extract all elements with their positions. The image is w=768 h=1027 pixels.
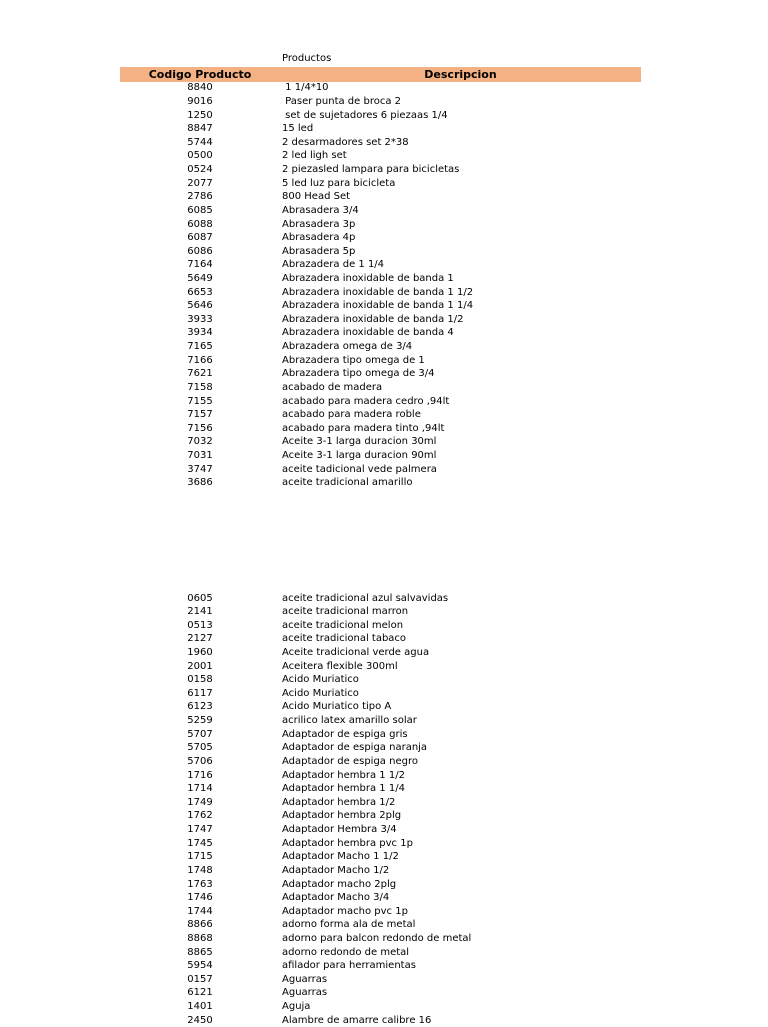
product-description: Adaptador hembra 1 1/2 — [282, 769, 405, 781]
product-code: 7031 — [187, 450, 213, 462]
table-row — [0, 367, 768, 381]
table-row — [0, 354, 768, 368]
table-row — [0, 313, 768, 327]
product-description: Abrasadera 3/4 — [282, 204, 359, 216]
product-description: Abrasadera 4p — [282, 232, 356, 244]
product-code: 5954 — [187, 960, 213, 972]
product-description: Aguarras — [282, 987, 328, 999]
table-row — [0, 850, 768, 864]
table-row — [0, 946, 768, 960]
product-code: 6088 — [187, 218, 213, 230]
table-row — [0, 381, 768, 395]
product-code: 5744 — [187, 136, 213, 148]
table-row — [0, 796, 768, 810]
table-row — [0, 476, 768, 490]
product-description: aceite tadicional vede palmera — [282, 463, 437, 475]
product-code: 1401 — [187, 1001, 213, 1013]
table-row — [0, 918, 768, 932]
product-code: 0605 — [187, 592, 213, 604]
product-code: 6653 — [187, 286, 213, 298]
product-description: 2 led ligh set — [282, 150, 347, 162]
table-row — [0, 905, 768, 919]
product-code: 1744 — [187, 905, 213, 917]
product-code: 1747 — [187, 824, 213, 836]
product-code: 5705 — [187, 742, 213, 754]
table-row — [0, 619, 768, 633]
table-row — [0, 728, 768, 742]
table-row — [0, 1014, 768, 1027]
table-row — [0, 687, 768, 701]
product-code: 7155 — [187, 395, 213, 407]
product-description: adorno forma ala de metal — [282, 919, 416, 931]
table-row — [0, 245, 768, 259]
table-row — [0, 837, 768, 851]
product-description: Abrasadera 5p — [282, 245, 356, 257]
product-code: 0524 — [187, 164, 213, 176]
table-row — [0, 714, 768, 728]
product-code: 6121 — [187, 987, 213, 999]
product-code: 8868 — [187, 933, 213, 944]
table-row — [0, 769, 768, 783]
product-description: set de sujetadores 6 piezaas 1/4 — [282, 109, 448, 121]
table-row — [0, 177, 768, 191]
table-row — [0, 959, 768, 973]
product-code: 2127 — [187, 633, 213, 645]
product-description: adorno redondo de metal — [282, 946, 410, 958]
product-description: 2 desarmadores set 2*38 — [282, 136, 409, 148]
table-row — [0, 122, 768, 136]
product-description: Aceite tradicional verde agua — [282, 646, 430, 658]
product-description: Adaptador Macho 1 1/2 — [282, 851, 399, 863]
table-row — [0, 973, 768, 987]
table-row — [0, 782, 768, 796]
product-code: 7157 — [187, 409, 213, 421]
product-description: Adaptador de espiga negro — [282, 755, 418, 767]
header-code: Codigo Producto — [148, 68, 252, 81]
product-description: acabado de madera — [282, 381, 383, 393]
product-code: 6117 — [187, 687, 213, 699]
product-code: 8847 — [187, 123, 213, 135]
product-description: 1 1/4*10 — [282, 82, 329, 94]
sheet-title: Productos — [282, 53, 332, 64]
table-row — [0, 299, 768, 313]
table-row — [0, 632, 768, 646]
table-row — [0, 163, 768, 177]
table-row — [0, 81, 768, 95]
table-row — [0, 878, 768, 892]
product-code: 9016 — [187, 95, 213, 107]
product-code: 2077 — [187, 177, 213, 189]
product-description: Adaptador hembra 2plg — [282, 810, 402, 822]
table-header — [120, 67, 641, 82]
table-row — [0, 700, 768, 714]
table-row — [0, 660, 768, 674]
table-row — [0, 592, 768, 606]
product-description: 800 Head Set — [282, 191, 351, 203]
table-row — [0, 864, 768, 878]
product-code: 2786 — [187, 191, 213, 203]
table-row — [0, 986, 768, 1000]
product-code: 1746 — [187, 892, 213, 904]
product-description: Adaptador hembra 1/2 — [282, 796, 396, 808]
product-code: 1762 — [187, 810, 213, 822]
table-row — [0, 190, 768, 204]
product-code: 3934 — [187, 327, 213, 339]
product-code: 1763 — [187, 878, 213, 890]
table-row — [0, 741, 768, 755]
product-description: Abrazadera inoxidable de banda 4 — [282, 327, 454, 339]
product-description: Adaptador hembra pvc 1p — [282, 837, 413, 849]
product-code: 6123 — [187, 701, 213, 713]
product-code: 1748 — [187, 864, 213, 876]
product-description: acabado para madera cedro ,94lt — [282, 395, 450, 407]
product-code: 7156 — [187, 422, 213, 434]
product-description: 15 led — [282, 123, 314, 135]
table-row — [0, 408, 768, 422]
product-description: Abrasadera 3p — [282, 218, 356, 230]
product-description: Abrazadera inoxidable de banda 1 1/4 — [282, 300, 474, 312]
product-code: 1749 — [187, 796, 213, 808]
product-description: afilador para herramientas — [282, 960, 416, 972]
product-code: 7621 — [187, 368, 213, 380]
product-code: 2141 — [187, 606, 213, 618]
table-row — [0, 326, 768, 340]
table-row — [0, 204, 768, 218]
product-code: 5706 — [187, 755, 213, 767]
product-code: 5649 — [187, 272, 213, 284]
product-description: Aceite 3-1 larga duracion 90ml — [282, 450, 437, 462]
table-row — [0, 809, 768, 823]
product-code: 7158 — [187, 381, 213, 393]
product-description: Acido Muriatico tipo A — [282, 701, 392, 713]
product-code: 7164 — [187, 259, 213, 271]
product-description: Adaptador Macho 1/2 — [282, 864, 390, 876]
product-code: 6087 — [187, 232, 213, 244]
product-description: Alambre de amarre calibre 16 — [282, 1014, 432, 1026]
product-description: acabado para madera roble — [282, 409, 421, 421]
table-row — [0, 932, 768, 946]
table-row — [0, 755, 768, 769]
product-code: 0157 — [187, 973, 213, 985]
product-description: aceite tradicional tabaco — [282, 633, 407, 645]
product-description: 5 led luz para bicicleta — [282, 177, 396, 189]
product-description: 2 piezasled lampara para bicicletas — [282, 164, 460, 176]
product-code: 0513 — [187, 619, 213, 631]
product-description: Adaptador de espiga gris — [282, 728, 408, 740]
product-code: 5259 — [187, 715, 213, 727]
table-row — [0, 605, 768, 619]
product-description: aceite tradicional marron — [282, 606, 409, 618]
table-row — [0, 422, 768, 436]
product-code: 1745 — [187, 837, 213, 849]
table-row — [0, 149, 768, 163]
table-row — [0, 231, 768, 245]
product-code: 3686 — [187, 477, 213, 489]
table-row — [0, 109, 768, 123]
product-description: aceite tradicional melon — [282, 619, 404, 631]
product-description: Adaptador Hembra 3/4 — [282, 824, 397, 836]
product-code: 8866 — [187, 919, 213, 931]
table-row — [0, 435, 768, 449]
product-code: 7032 — [187, 436, 213, 448]
product-description: Abrazadera tipo omega de 1 — [282, 354, 425, 366]
table-row — [0, 1000, 768, 1014]
product-code: 7166 — [187, 354, 213, 366]
product-description: Paser punta de broca 2 — [282, 95, 401, 107]
product-description: Acido Muriatico — [282, 674, 359, 686]
product-code: 1250 — [187, 109, 213, 121]
product-code: 1714 — [187, 783, 213, 795]
table-row — [0, 95, 768, 109]
product-description: Adaptador hembra 1 1/4 — [282, 783, 405, 795]
product-description: aceite tradicional amarillo — [282, 477, 413, 489]
table-row — [0, 395, 768, 409]
product-description: aceite tradicional azul salvavidas — [282, 592, 449, 604]
product-code: 0500 — [187, 150, 213, 162]
product-code: 7165 — [187, 341, 213, 353]
product-description: Abrazadera inoxidable de banda 1 1/2 — [282, 286, 474, 298]
product-code: 6085 — [187, 204, 213, 216]
table-row — [0, 218, 768, 232]
product-description: Abrazadera de 1 1/4 — [282, 259, 385, 271]
table-row — [0, 136, 768, 150]
table-row — [0, 340, 768, 354]
product-code: 3933 — [187, 313, 213, 325]
product-description: Adaptador macho pvc 1p — [282, 905, 408, 917]
table-row — [0, 272, 768, 286]
product-code: 2450 — [187, 1014, 213, 1026]
product-code: 8840 — [187, 82, 213, 94]
table-row — [0, 258, 768, 272]
table-row — [0, 823, 768, 837]
product-description: Acido Muriatico — [282, 687, 359, 699]
table-row — [0, 463, 768, 477]
product-code: 6086 — [187, 245, 213, 257]
product-description: Adaptador Macho 3/4 — [282, 892, 390, 904]
product-code: 2001 — [187, 660, 213, 672]
product-description: Aceite 3-1 larga duracion 30ml — [282, 436, 437, 448]
table-row — [0, 286, 768, 300]
product-code: 1715 — [187, 851, 213, 863]
table-row — [0, 646, 768, 660]
table-row — [0, 673, 768, 687]
product-description: Abrazadera omega de 3/4 — [282, 341, 413, 353]
product-code: 3747 — [187, 463, 213, 475]
header-description: Descripcion — [424, 68, 497, 81]
product-description: Aceitera flexible 300ml — [282, 660, 398, 672]
product-code: 5707 — [187, 728, 213, 740]
product-description: Aguarras — [282, 973, 328, 985]
product-code: 0158 — [187, 674, 213, 686]
product-description: Aguja — [282, 1001, 311, 1013]
product-description: Adaptador de espiga naranja — [282, 742, 428, 754]
product-code: 5646 — [187, 300, 213, 312]
product-description: Abrazadera tipo omega de 3/4 — [282, 368, 435, 380]
table-row — [0, 449, 768, 463]
product-code: 1716 — [187, 769, 213, 781]
product-code: 8865 — [187, 946, 213, 958]
table-row — [0, 891, 768, 905]
product-code: 1960 — [187, 646, 213, 658]
product-description: acrilico latex amarillo solar — [282, 715, 417, 727]
product-description: adorno para balcon redondo de metal — [282, 933, 472, 944]
product-description: acabado para madera tinto ,94lt — [282, 422, 445, 434]
product-description: Abrazadera inoxidable de banda 1 — [282, 272, 454, 284]
product-description: Abrazadera inoxidable de banda 1/2 — [282, 313, 464, 325]
product-description: Adaptador macho 2plg — [282, 878, 397, 890]
